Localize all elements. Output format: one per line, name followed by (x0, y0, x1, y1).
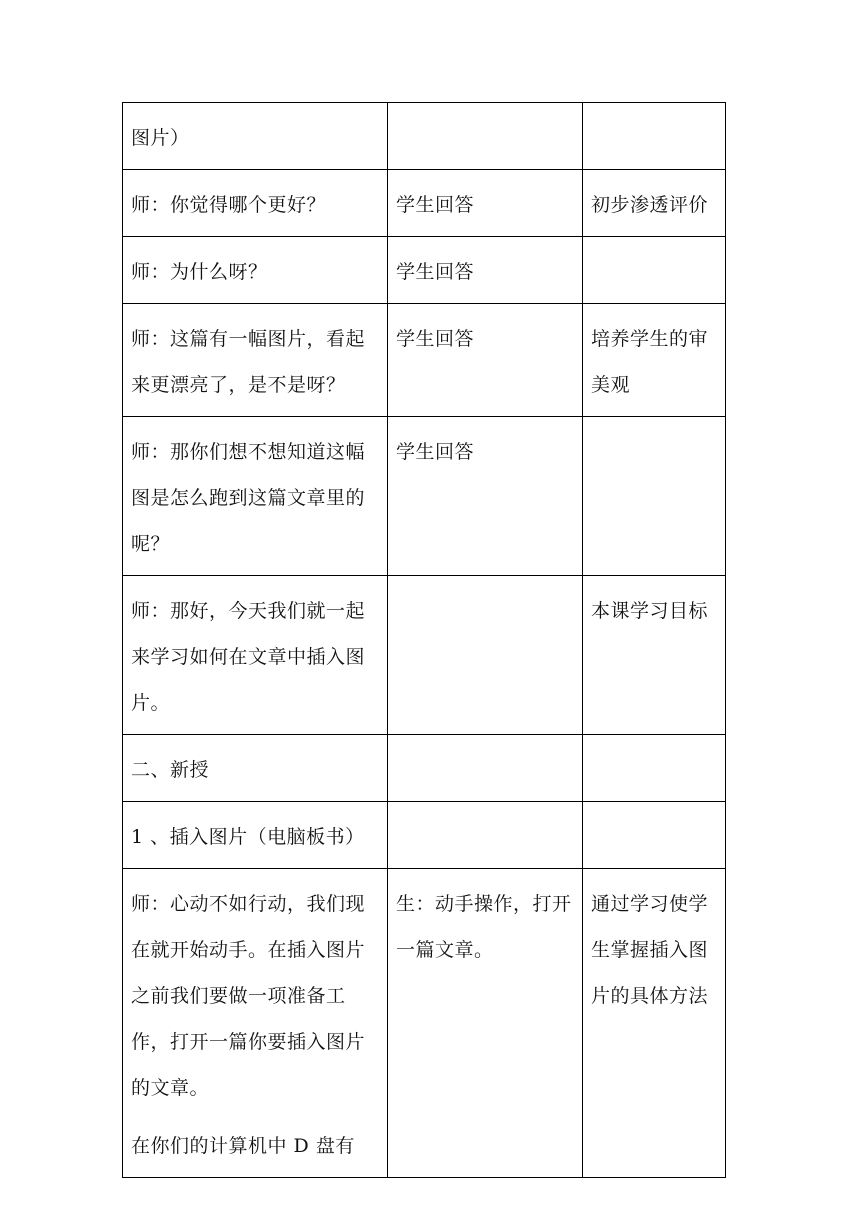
note-cell: 通过学习使学 生掌握插入图 片的具体方法 (583, 869, 726, 1178)
teacher-cell: 师：为什么呀？ (123, 237, 388, 304)
paragraph-gap (131, 1111, 379, 1123)
student-cell (388, 735, 583, 802)
table-row (123, 237, 726, 304)
student-cell: 学生回答 (388, 417, 583, 576)
student-cell: 学生回答 (388, 304, 583, 417)
teacher-cell: 师：这篇有一幅图片，看起 来更漂亮了，是不是呀？ (123, 304, 388, 417)
note-cell: 培养学生的审 美观 (583, 304, 726, 417)
teacher-cell: 师：那你们想不想知道这幅 图是怎么跑到这篇文章里的 呢？ (123, 417, 388, 576)
table-row (123, 170, 726, 237)
table-row (123, 802, 726, 869)
table-row (123, 304, 726, 417)
student-cell (388, 802, 583, 869)
student-cell (388, 103, 583, 170)
teacher-cell: 师：你觉得哪个更好？ (123, 170, 388, 237)
table-row (123, 576, 726, 735)
note-cell (583, 735, 726, 802)
table-row (123, 869, 726, 1178)
teacher-cell: 师：心动不如行动，我们现 在就开始动手。在插入图片 之前我们要做一项准备工 作，打开一篇你要插入图片 的文章。 在你们的计算机中 D 盘有 (123, 869, 388, 1178)
note-cell (583, 237, 726, 304)
note-cell (583, 417, 726, 576)
note-cell: 初步渗透评价 (583, 170, 726, 237)
student-cell: 学生回答 (388, 170, 583, 237)
student-cell (388, 576, 583, 735)
table-row (123, 417, 726, 576)
teacher-cell: 师：那好，今天我们就一起 来学习如何在文章中插入图 片。 (123, 576, 388, 735)
lesson-plan-table (122, 102, 726, 1178)
note-cell (583, 802, 726, 869)
note-cell (583, 103, 726, 170)
note-cell: 本课学习目标 (583, 576, 726, 735)
teacher-cell: 图片） (123, 103, 388, 170)
teacher-cell: 二、新授 (123, 735, 388, 802)
student-cell: 学生回答 (388, 237, 583, 304)
student-cell: 生：动手操作，打开 一篇文章。 (388, 869, 583, 1178)
table-row (123, 735, 726, 802)
table-row (123, 103, 726, 170)
teacher-cell: 1 、插入图片（电脑板书） (123, 802, 388, 869)
